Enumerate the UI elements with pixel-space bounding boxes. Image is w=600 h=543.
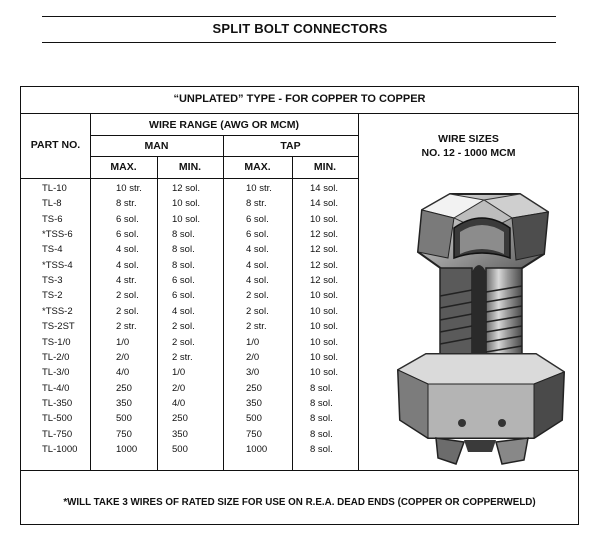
header-tap-min: MIN.: [313, 161, 337, 173]
cell-part-no: TL-1000: [42, 443, 78, 455]
cell-man-min: 1/0: [172, 367, 186, 379]
cell-tap-max: 350: [246, 397, 262, 409]
cell-part-no: TL-500: [42, 413, 73, 425]
cell-part-no: *TSS-6: [42, 229, 73, 241]
cell-man-min: 2/0: [172, 382, 186, 394]
cell-tap-max: 2/0: [246, 351, 260, 363]
cell-tap-max: 10 str.: [246, 183, 272, 194]
cell-tap-min: 14 sol.: [310, 183, 338, 194]
cell-tap-min: 10 sol.: [310, 367, 338, 379]
rule-below-heading: [21, 113, 578, 114]
cell-man-max: 250: [116, 382, 132, 394]
cell-part-no: *TSS-4: [42, 259, 73, 271]
cell-man-min: 500: [172, 443, 188, 455]
cell-part-no: TS-2ST: [42, 321, 75, 333]
cell-man-min: 4 sol.: [172, 305, 195, 317]
cell-man-max: 4/0: [116, 367, 130, 379]
cell-part-no: TL-750: [42, 428, 73, 440]
header-man: MAN: [144, 140, 169, 152]
split-bolt-connector-icon: [392, 188, 570, 470]
cell-tap-max: 4 sol.: [246, 275, 269, 287]
header-wire-range: WIRE RANGE (AWG OR MCM): [149, 119, 299, 131]
cell-man-max: 2/0: [116, 351, 130, 363]
cell-tap-min: 14 sol.: [310, 198, 338, 210]
cell-part-no: TL-3/0: [42, 367, 70, 379]
footnote: *WILL TAKE 3 WIRES OF RATED SIZE FOR USE ON R.E.A. DEAD ENDS (COPPER OR COPPERWELD): [63, 497, 536, 508]
cell-tap-min: 10 sol.: [310, 305, 338, 317]
cell-man-min: 4/0: [172, 397, 186, 409]
cell-man-max: 4 str.: [116, 275, 137, 287]
wire-sizes-line-1: WIRE SIZES: [438, 133, 499, 145]
cell-man-min: 8 sol.: [172, 229, 195, 241]
wire-sizes-line-2: NO. 12 - 1000 MCM: [421, 147, 516, 159]
cell-tap-max: 2 str.: [246, 321, 267, 333]
rule-tap-max-min: [292, 156, 293, 470]
cell-part-no: TL-10: [42, 183, 67, 194]
cell-part-no: TS-2: [42, 290, 63, 302]
cell-part-no: TL-2/0: [42, 351, 70, 363]
cell-man-min: 12 sol.: [172, 183, 200, 194]
cell-tap-min: 10 sol.: [310, 213, 338, 225]
rule-below-column-heads: [21, 178, 358, 179]
cell-man-max: 350: [116, 397, 132, 409]
page-title: SPLIT BOLT CONNECTORS: [212, 21, 388, 36]
cell-tap-max: 3/0: [246, 367, 260, 379]
cell-man-max: 1/0: [116, 336, 130, 348]
cell-man-max: 6 sol.: [116, 213, 139, 225]
title-rule-bottom: [42, 42, 556, 43]
cell-part-no: TS-6: [42, 213, 63, 225]
cell-tap-max: 2 sol.: [246, 290, 269, 302]
header-tap-max: MAX.: [244, 161, 271, 173]
cell-man-min: 350: [172, 428, 188, 440]
cell-tap-max: 250: [246, 382, 262, 394]
cell-man-min: 8 sol.: [172, 244, 195, 256]
cell-tap-min: 8 sol.: [310, 413, 333, 425]
cell-tap-min: 8 sol.: [310, 443, 333, 455]
cell-man-max: 4 sol.: [116, 259, 139, 271]
cell-man-min: 8 sol.: [172, 259, 195, 271]
rule-man-tap: [223, 135, 224, 470]
cell-man-max: 2 sol.: [116, 305, 139, 317]
cell-part-no: TS-3: [42, 275, 63, 287]
cell-tap-min: 10 sol.: [310, 290, 338, 302]
cell-tap-max: 1/0: [246, 336, 260, 348]
cell-part-no: TL-8: [42, 198, 62, 210]
cell-man-max: 8 str.: [116, 198, 137, 210]
cell-part-no: TS-1/0: [42, 336, 71, 348]
cell-tap-min: 8 sol.: [310, 397, 333, 409]
cell-man-min: 6 sol.: [172, 290, 195, 302]
cell-tap-max: 6 sol.: [246, 213, 269, 225]
cell-tap-min: 8 sol.: [310, 428, 333, 440]
cell-tap-max: 6 sol.: [246, 229, 269, 241]
cell-man-max: 1000: [116, 443, 138, 455]
rule-before-wire-sizes: [358, 113, 359, 470]
cell-part-no: *TSS-2: [42, 305, 73, 317]
header-man-min: MIN.: [178, 161, 202, 173]
cell-man-max: 6 sol.: [116, 229, 139, 241]
cell-part-no: TS-4: [42, 244, 63, 256]
header-man-max: MAX.: [110, 161, 137, 173]
cell-man-max: 2 sol.: [116, 290, 139, 302]
cell-man-min: 10 sol.: [172, 198, 200, 210]
rule-below-man-tap: [90, 156, 358, 157]
cell-man-max: 750: [116, 428, 132, 440]
cell-tap-max: 500: [246, 413, 262, 425]
cell-man-min: 10 sol.: [172, 213, 200, 225]
cell-tap-min: 12 sol.: [310, 275, 338, 287]
header-part-no: PART NO.: [30, 139, 81, 151]
cell-tap-max: 1000: [246, 443, 268, 455]
table-heading: “UNPLATED” TYPE - FOR COPPER TO COPPER: [173, 93, 426, 105]
cell-part-no: TL-4/0: [42, 382, 70, 394]
cell-man-min: 2 str.: [172, 351, 193, 363]
header-tap: TAP: [280, 140, 301, 152]
cell-tap-min: 12 sol.: [310, 229, 338, 241]
cell-man-min: 250: [172, 413, 188, 425]
cell-tap-min: 10 sol.: [310, 336, 338, 348]
cell-tap-max: 4 sol.: [246, 259, 269, 271]
cell-man-min: 2 sol.: [172, 321, 195, 333]
cell-man-min: 2 sol.: [172, 336, 195, 348]
cell-tap-min: 12 sol.: [310, 244, 338, 256]
cell-tap-max: 750: [246, 428, 262, 440]
cell-tap-max: 8 str.: [246, 198, 267, 210]
cell-tap-min: 12 sol.: [310, 259, 338, 271]
rule-below-wire-range: [90, 135, 358, 136]
cell-part-no: TL-350: [42, 397, 73, 409]
cell-man-min: 6 sol.: [172, 275, 195, 287]
cell-tap-min: 10 sol.: [310, 351, 338, 363]
cell-man-max: 2 str.: [116, 321, 137, 333]
cell-man-max: 500: [116, 413, 132, 425]
rule-man-max-min: [157, 156, 158, 470]
cell-tap-max: 2 sol.: [246, 305, 269, 317]
cell-tap-max: 4 sol.: [246, 244, 269, 256]
cell-tap-min: 10 sol.: [310, 321, 338, 333]
cell-man-max: 10 str.: [116, 183, 142, 194]
rule-above-footnote: [21, 470, 578, 471]
title-rule-top: [42, 16, 556, 17]
cell-tap-min: 8 sol.: [310, 382, 333, 394]
cell-man-max: 4 sol.: [116, 244, 139, 256]
